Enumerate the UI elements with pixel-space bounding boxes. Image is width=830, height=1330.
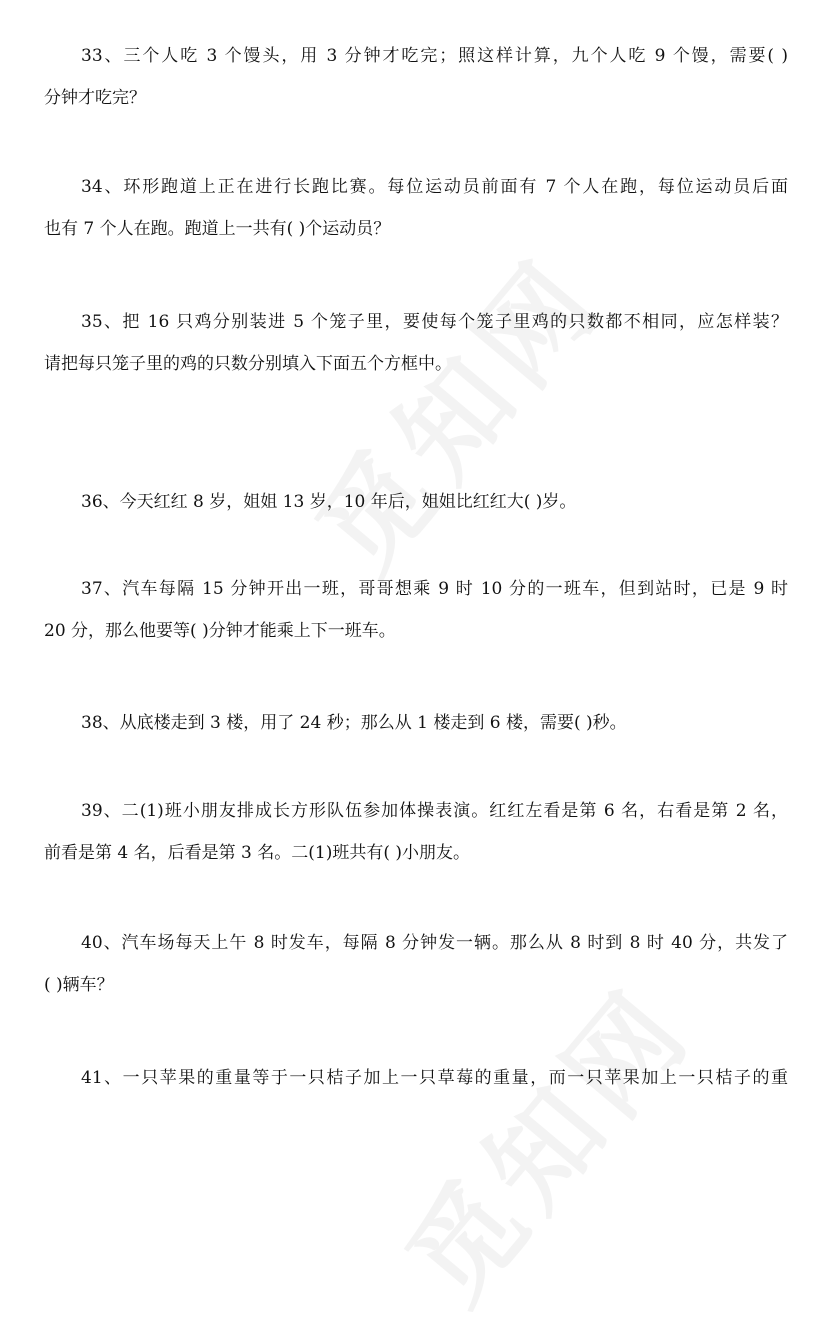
problem-line: 41、一只苹果的重量等于一只桔子加上一只草莓的重量，而一只苹果加上一只桔子的重 <box>81 1068 788 1088</box>
problem-line: 前看是第 4 名，后看是第 3 名。二(1)班共有( )小朋友。 <box>44 843 470 863</box>
problem-line: 35、把 16 只鸡分别装进 5 个笼子里，要使每个笼子里鸡的只数都不相同，应怎样装？ <box>81 312 788 332</box>
problem-line: 请把每只笼子里的鸡的只数分别填入下面五个方框中。 <box>44 354 452 374</box>
watermark <box>275 218 631 600</box>
problem-line: 20 分，那么他要等( )分钟才能乘上下一班车。 <box>44 621 396 641</box>
problem-35 <box>44 301 788 385</box>
problem-line: 34、环形跑道上正在进行长跑比赛。每位运动员前面有 7 个人在跑，每位运动员后面 <box>81 177 788 197</box>
problem-line: 37、汽车每隔 15 分钟开出一班，哥哥想乘 9 时 10 分的一班车，但到站时，已是 9 时 <box>81 579 788 599</box>
problem-line: 38、从底楼走到 3 楼，用了 24 秒；那么从 1 楼走到 6 楼，需要( )秒。 <box>81 713 627 733</box>
problem-40 <box>44 922 788 1006</box>
problem-line: 也有 7 个人在跑。跑道上一共有( )个运动员？ <box>44 219 391 239</box>
problem-34 <box>44 166 788 250</box>
problem-38 <box>44 702 788 744</box>
problem-line: 33、三个人吃 3 个馒头，用 3 分钟才吃完；照这样计算，九个人吃 9 个馒，需要( ) <box>81 46 788 66</box>
problem-39 <box>44 790 788 874</box>
problem-41 <box>44 1057 788 1099</box>
problem-line: 40、汽车场每天上午 8 时发车，每隔 8 分钟发一辆。那么从 8 时到 8 时 40 分，共发了 <box>81 933 788 953</box>
problem-line: ( )辆车？ <box>44 975 114 995</box>
problem-line: 39、二(1)班小朋友排成长方形队伍参加体操表演。红红左看是第 6 名，右看是第 2 名， <box>81 801 788 821</box>
problem-33 <box>44 35 788 119</box>
problem-line: 36、今天红红 8 岁，姐姐 13 岁，10 年后，姐姐比红红大( )岁。 <box>81 492 577 512</box>
problem-37 <box>44 568 788 652</box>
problem-line: 分钟才吃完？ <box>44 88 146 108</box>
problem-36 <box>44 481 788 523</box>
